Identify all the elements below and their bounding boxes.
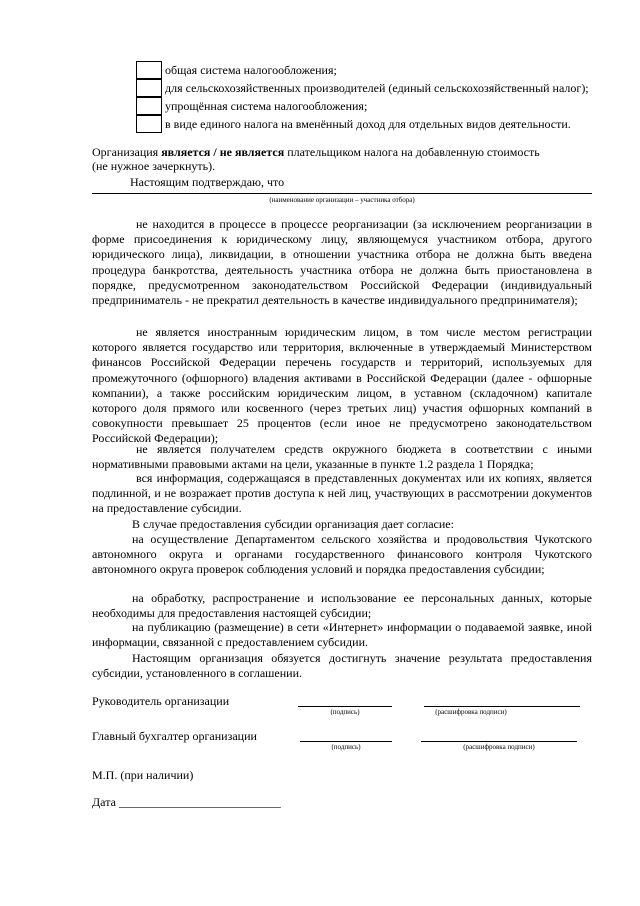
accountant-signature-caption: (подпись) bbox=[331, 743, 361, 751]
checkbox[interactable] bbox=[136, 61, 162, 79]
head-decode-line[interactable] bbox=[424, 706, 580, 707]
tax-option-label: для сельскохозяйственных производителей (единый сельскохозяйственный налог); bbox=[165, 80, 589, 95]
tax-option-general[interactable] bbox=[136, 61, 337, 79]
head-signature-caption: (подпись) bbox=[330, 708, 360, 716]
accountant-label: Главный бухгалтер организации bbox=[92, 729, 257, 743]
tax-option-label: в виде единого налога на вменённый доход для отдельных видов деятельности. bbox=[165, 116, 571, 131]
date-field[interactable]: Дата ___________________________ bbox=[92, 795, 281, 809]
tax-option-agricultural[interactable] bbox=[136, 79, 589, 97]
accountant-decode-line[interactable] bbox=[421, 741, 577, 742]
checkbox[interactable] bbox=[136, 79, 162, 97]
vat-note: (не нужное зачеркнуть). bbox=[92, 159, 216, 173]
paragraph-budget-funds: не является получателем средств окружного бюджета в соответствии с иными нормативными правовыми актами на цели, указанные в пункте 1.2 раздела 1 Порядка; bbox=[92, 442, 592, 472]
stamp-label: М.П. (при наличии) bbox=[92, 768, 194, 782]
vat-status-choice: является / не является bbox=[161, 145, 285, 159]
vat-statement: Организация является / не является плательщиком налога на добавленную стоимость bbox=[92, 145, 540, 159]
tax-option-imputed[interactable] bbox=[136, 115, 571, 133]
paragraph-consent-personal-data: на обработку, распространение и использование ее персональных данных, которые необходимы для предоставления настоящей субсидии; bbox=[92, 591, 592, 621]
checkbox[interactable] bbox=[136, 115, 162, 133]
tax-option-simplified[interactable] bbox=[136, 97, 367, 115]
head-label: Руководитель организации bbox=[92, 694, 230, 708]
tax-option-label: общая система налогообложения; bbox=[165, 62, 337, 77]
tax-option-label: упрощённая система налогообложения; bbox=[165, 98, 368, 113]
paragraph-information: вся информация, содержащаяся в представленных документах или их копиях, является подлинной, и не возражает против доступа к ней лиц, участвующих в рассмотрении документов на предоставление субсидии. bbox=[92, 471, 592, 516]
head-signature-line[interactable] bbox=[298, 706, 392, 707]
accountant-signature-line[interactable] bbox=[300, 741, 392, 742]
org-name-line[interactable] bbox=[92, 193, 592, 194]
paragraph-commitment: Настоящим организация обязуется достигнуть значение результата предоставления субсидии, установленного в соглашении. bbox=[92, 651, 592, 681]
paragraph-foreign-entity: не является иностранным юридическим лицом, в том числе местом регистрации которого является государство или территория, включенные в утверждаемый Министерством финансов Российской Федерации перечень государств и территорий, используемых для промежуточного (офшорного) владения активами в Российской Федерации (далее - офшорные компании), а также российским юридическим лицом, в уставном (складочном) капитале которого доля прямого или косвенного (через третьих лиц) участия офшорных компаний в совокупности превышает 25 процентов (если иное не предусмотрено законодательством Российской Федерации); bbox=[92, 325, 592, 446]
head-decode-caption: (расшифровка подписи) bbox=[435, 708, 507, 716]
accountant-decode-caption: (расшифровка подписи) bbox=[463, 743, 535, 751]
paragraph-reorganization: не находится в процессе в процессе реорганизации (за исключением реорганизации в форме присоединения к юридическому лицу, являющемуся участником отбора, другого юридического лица), ликвидации, в отношении участника отбора не должна быть введена процедура банкротства, деятельность участника отбора не должна быть приостановлена в порядке, предусмотренном законодательством Российской Федерации (индивидуальный предприниматель - не прекратил деятельность в качестве индивидуального предпринимателя); bbox=[92, 217, 592, 308]
checkbox[interactable] bbox=[136, 97, 162, 115]
paragraph-consent-intro: В случае предоставления субсидии организация дает согласие: bbox=[132, 517, 454, 531]
paragraph-consent-inspection: на осуществление Департаментом сельского хозяйства и продовольствия Чукотского автономного округа и органами государственного финансового контроля Чукотского автономного округа проверок соблюдения условий и порядка предоставления субсидии; bbox=[92, 532, 592, 577]
confirm-intro: Настоящим подтверждаю, что bbox=[130, 175, 285, 189]
org-name-caption: (наименование организации – участника отбора) bbox=[269, 196, 415, 204]
paragraph-consent-publication: на публикацию (размещение) в сети «Интернет» информации о подаваемой заявке, иной информации, связанной с предоставлением субсидии. bbox=[92, 620, 592, 650]
